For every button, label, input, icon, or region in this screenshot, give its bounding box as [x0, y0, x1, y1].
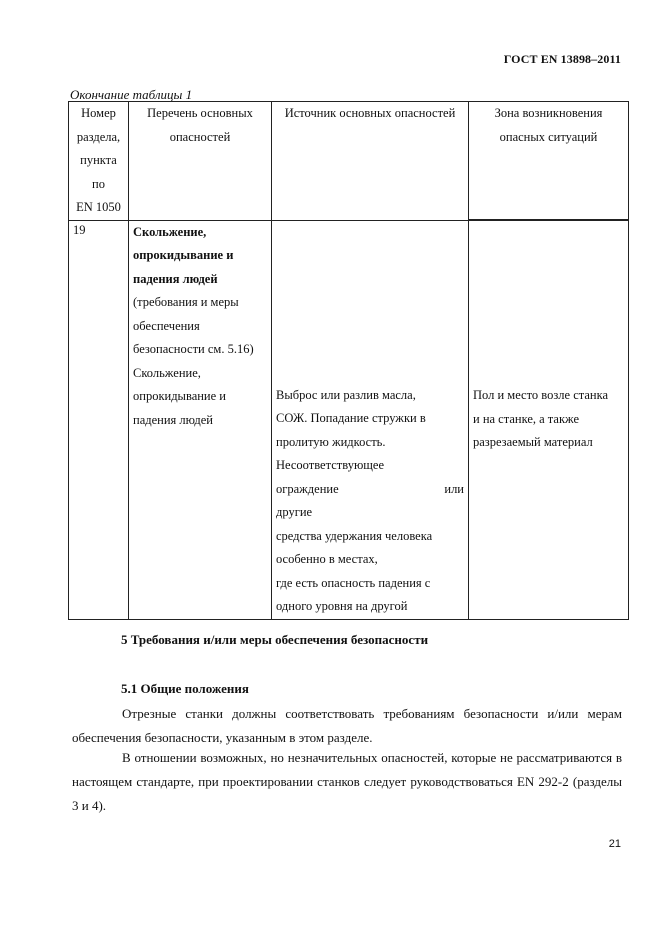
- hazard-title-line: Скольжение,: [133, 224, 207, 239]
- header-line: Зона возникновения: [494, 106, 603, 120]
- hazard-text-line: безопасности см. 5.16): [133, 342, 254, 356]
- source-line: СОЖ. Попадание стружки в: [276, 411, 426, 425]
- subsection-heading: 5.1 Общие положения: [121, 681, 249, 696]
- source-line: средства удержания человека: [276, 528, 433, 543]
- table-caption: Окончание таблицы 1: [70, 87, 193, 102]
- header-line: Перечень основных: [147, 106, 253, 120]
- cell-hazards: [129, 220, 272, 619]
- hazard-text-line: (требования и меры: [133, 295, 239, 309]
- hazard-text-line: обеспечения: [133, 318, 200, 333]
- table-row: [69, 220, 629, 619]
- header-danger-zone: [469, 102, 629, 221]
- hazard-title: [133, 221, 267, 292]
- cell-number: [69, 220, 129, 619]
- hazard-text-line: опрокидывание и: [133, 389, 226, 403]
- cell-source: [272, 220, 469, 619]
- source-line: Несоответствующее: [276, 458, 385, 472]
- header-line: раздела,: [76, 129, 121, 144]
- hazard-title-line: опрокидывание и: [133, 248, 234, 262]
- header-line: по: [92, 176, 105, 191]
- paragraph: Отрезные станки должны соответствовать требованиям безопасности и/или мерам обеспечения безопасности, указанным в этом разделе.: [72, 706, 622, 745]
- hazard-text-line: Скольжение,: [133, 365, 201, 380]
- header-hazard-list: [129, 102, 272, 221]
- source-line: ограждение или другие: [276, 481, 464, 519]
- hazards-table: [68, 101, 629, 620]
- page-number: 21: [608, 838, 621, 850]
- source-line: особенно в местах,: [276, 552, 378, 566]
- source-line: одного уровня на другой: [276, 599, 408, 613]
- source-line: где есть опасность падения с: [276, 575, 431, 590]
- zone-line: и на станке, а также: [473, 411, 580, 426]
- header-line: опасных ситуаций: [499, 129, 598, 144]
- zone-line: Пол и место возле станка: [473, 388, 609, 402]
- row-number: 19: [73, 222, 86, 237]
- hazard-title-line: падения людей: [133, 271, 218, 286]
- header-hazard-source: [272, 102, 469, 221]
- header-line: пункта: [80, 153, 117, 167]
- source-line: Выброс или разлив масла,: [276, 387, 416, 402]
- header-line: опасностей: [169, 129, 231, 144]
- table-header-row: [69, 102, 629, 221]
- header-section-number: [69, 102, 129, 221]
- hazard-text-line: падения людей: [133, 412, 213, 427]
- cell-zone: [469, 220, 629, 619]
- header-line: EN 1050: [76, 200, 121, 214]
- source-line: пролитую жидкость.: [276, 434, 386, 449]
- standard-header: ГОСТ EN 13898–2011: [503, 52, 621, 66]
- section-heading: 5 Требования и/или меры обеспечения безопасности: [121, 632, 429, 647]
- zone-line: разрезаемый материал: [473, 435, 593, 449]
- paragraph: В отношении возможных, но незначительных опасностей, которые не рассматриваются в настоящем стандарте, при проектировании станков следует руководствоваться EN 292-2 (разделы 3 и 4).: [72, 750, 622, 813]
- header-line: Источник основных опасностей: [284, 106, 456, 120]
- header-line: Номер: [81, 106, 116, 120]
